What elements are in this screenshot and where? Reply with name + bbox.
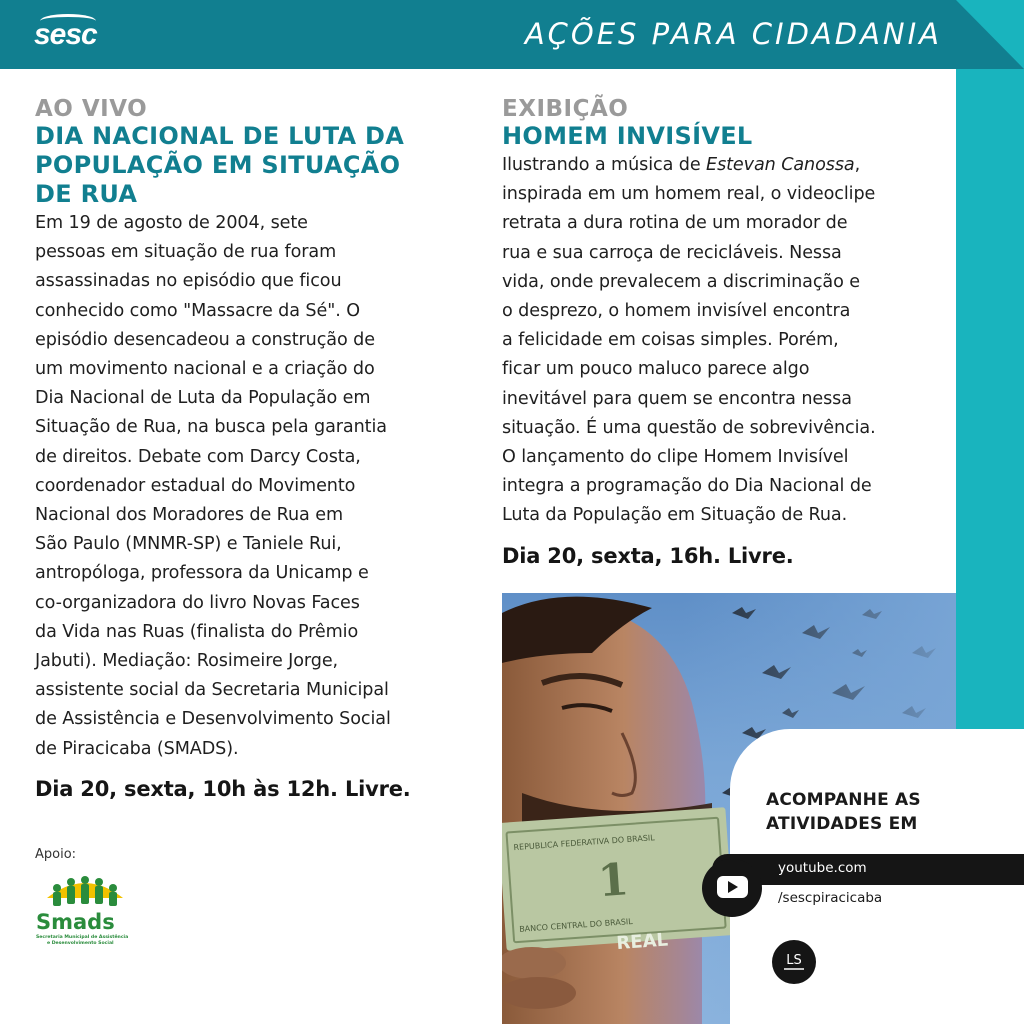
event-category: EXIBIÇÃO bbox=[502, 96, 629, 122]
event-title: HOMEM INVISÍVEL bbox=[502, 122, 753, 150]
event-category: AO VIVO bbox=[35, 96, 148, 122]
event-description bbox=[35, 209, 435, 764]
youtube-url-path[interactable]: /sescpiracicaba bbox=[778, 890, 883, 906]
description-line: a felicidade em coisas simples. Porém, bbox=[502, 330, 839, 351]
event-schedule: Dia 20, sexta, 10h às 12h. Livre. bbox=[35, 776, 411, 801]
youtube-icon-circle[interactable] bbox=[702, 859, 762, 917]
description-line: Jabuti). Mediação: Rosimeire Jorge, bbox=[35, 651, 339, 672]
smads-logo-subtitle: e Desenvolvimento Social bbox=[47, 941, 114, 946]
banknote-bank: BANCO CENTRAL DO BRASIL bbox=[518, 916, 634, 934]
event-title-line: DIA NACIONAL DE LUTA DA bbox=[35, 122, 405, 150]
description-line: Dia Nacional de Luta da População em bbox=[35, 388, 371, 409]
description-line: o desprezo, o homem invisível encontra bbox=[502, 301, 851, 322]
description-line: um movimento nacional e a criação do bbox=[35, 359, 375, 380]
youtube-play-icon bbox=[702, 859, 762, 917]
description-line: São Paulo (MNMR-SP) e Taniele Rui, bbox=[35, 534, 342, 555]
smads-logo-name: Smads bbox=[36, 910, 115, 934]
description-line: inevitável para quem se encontra nessa bbox=[502, 388, 852, 409]
youtube-url-domain[interactable]: youtube.com bbox=[778, 860, 867, 876]
description-line: da Vida nas Ruas (finalista do Prêmio bbox=[35, 621, 359, 642]
sesc-logo-icon: sesc bbox=[34, 18, 97, 51]
follow-title: ACOMPANHE AS ATIVIDADES EM bbox=[766, 790, 921, 834]
banknote-value: 1 bbox=[596, 854, 631, 908]
banknote-currency: REAL bbox=[615, 929, 669, 955]
description-line: co-organizadora do livro Novas Faces bbox=[35, 592, 360, 613]
description-line: de Piracicaba (SMADS). bbox=[35, 738, 239, 759]
event-description bbox=[502, 151, 942, 531]
event-schedule: Dia 20, sexta, 16h. Livre. bbox=[502, 543, 794, 568]
support-label: Apoio: bbox=[35, 847, 77, 862]
description-line: assistente social da Secretaria Municipal bbox=[35, 680, 389, 701]
smads-logo-icon bbox=[35, 868, 135, 948]
description-line: Luta da População em Situação de Rua. bbox=[502, 505, 848, 526]
ls-logo-icon bbox=[772, 940, 816, 984]
description-line: episódio desencadeou a construção de bbox=[35, 329, 375, 350]
banknote-header: REPUBLICA FEDERATIVA DO BRASIL bbox=[513, 833, 655, 853]
description-line: retrata a dura rotina de um morador de bbox=[502, 213, 848, 234]
smads-logo-subtitle: Secretaria Municipal de Assistência bbox=[36, 935, 129, 940]
artist-name: Estevan Canossa bbox=[706, 155, 855, 175]
description-line: O lançamento do clipe Homem Invisível bbox=[502, 447, 849, 468]
description-line: antropóloga, professora da Unicamp e bbox=[35, 563, 369, 584]
description-line: vida, onde prevalecem a discriminação e bbox=[502, 271, 860, 292]
event-exhibition bbox=[502, 96, 942, 571]
banknote bbox=[502, 807, 734, 954]
event-title-line: DE RUA bbox=[35, 180, 138, 208]
description-line: de direitos. Debate com Darcy Costa, bbox=[35, 446, 361, 467]
description-line: Situação de Rua, na busca pela garantia bbox=[35, 417, 387, 438]
description-line: Nacional dos Moradores de Rua em bbox=[35, 505, 343, 526]
ls-badge-text: LS bbox=[786, 953, 802, 968]
description-line: inspirada em um homem real, o videoclipe bbox=[502, 184, 876, 205]
description-line: pessoas em situação de rua foram bbox=[35, 242, 337, 263]
header-title: AÇÕES PARA CIDADANIA bbox=[524, 17, 942, 51]
event-live-debate bbox=[35, 96, 435, 804]
header-corner-accent bbox=[956, 0, 1024, 69]
description-line: Em 19 de agosto de 2004, sete bbox=[35, 213, 308, 233]
description-line: Ilustrando a música de Estevan Canossa, bbox=[502, 155, 861, 175]
description-line: ficar um pouco maluco parece algo bbox=[502, 359, 810, 380]
event-title-line: POPULAÇÃO EM SITUAÇÃO bbox=[35, 151, 401, 179]
event-title bbox=[35, 122, 435, 209]
description-line: de Assistência e Desenvolvimento Social bbox=[35, 709, 391, 730]
description-line: assassinadas no episódio que ficou bbox=[35, 271, 342, 292]
description-line: conhecido como "Massacre da Sé". O bbox=[35, 300, 360, 321]
description-line: rua e sua carroça de recicláveis. Nessa bbox=[502, 242, 842, 263]
description-line: coordenador estadual do Movimento bbox=[35, 475, 356, 496]
description-line: integra a programação do Dia Nacional de bbox=[502, 476, 872, 497]
description-line: situação. É uma questão de sobrevivência. bbox=[502, 417, 876, 438]
